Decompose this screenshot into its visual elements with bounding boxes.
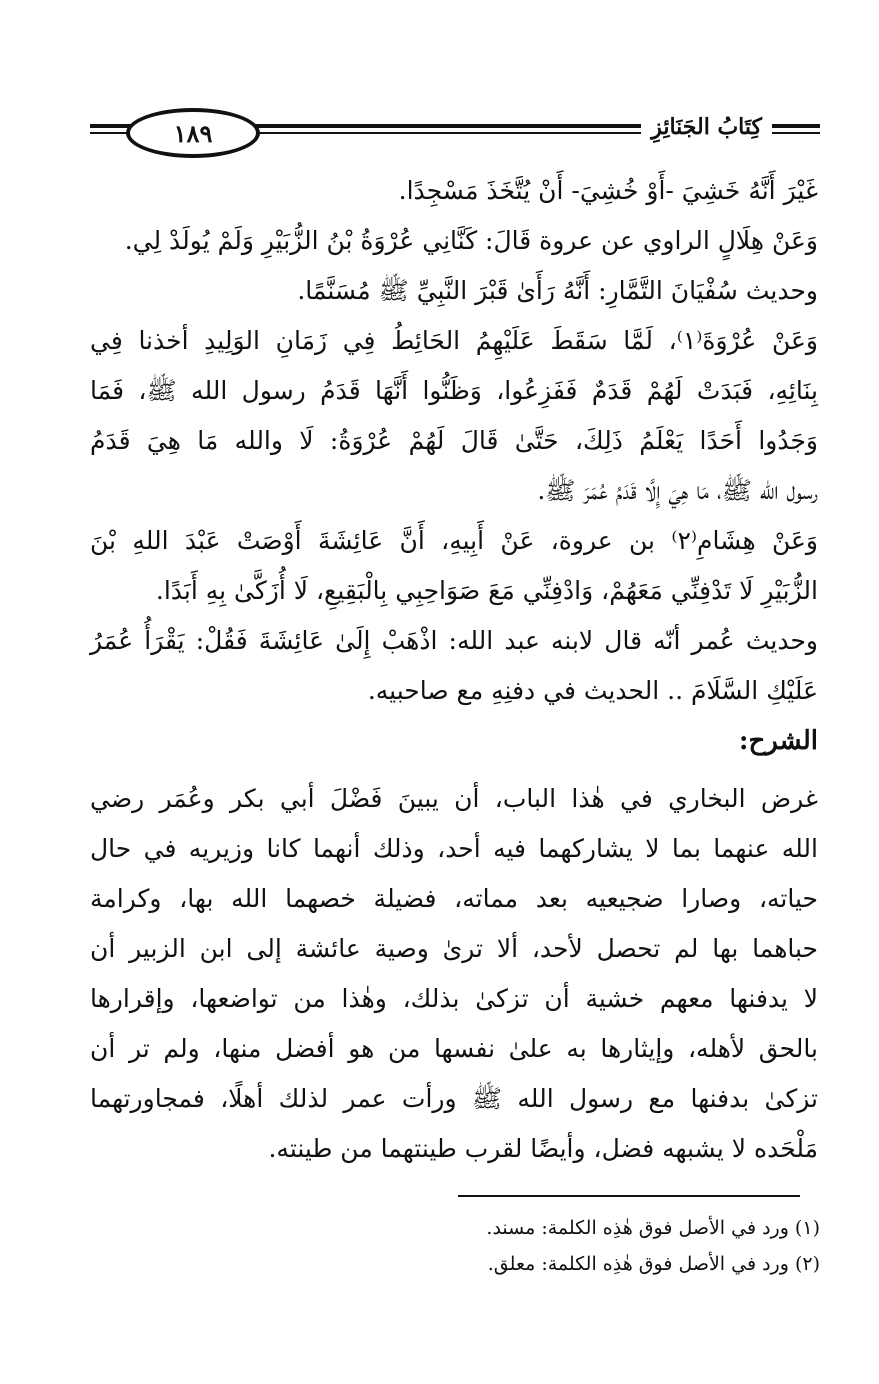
commentary-line: حياته، وصارا ضجيعيه بعد مماته، فضيلة خصهما الله بها، وكرامة <box>90 884 818 913</box>
text-line: عَلَيْكِ السَّلَامَ .. الحديث في دفنِهِ مع صاحبيه. <box>367 676 818 705</box>
commentary-line: تزكىٰ بدفنها مع رسول الله ﷺ ورأت عمر لذلك أهلًا، فمجاورتهما <box>90 1084 818 1113</box>
commentary-line: مَلْحَده لا يشبهه فضل، وأيضًا لقرب طينتهما من طينته. <box>268 1134 818 1163</box>
chapter-title: كِتَابُ الجَنَائِزِ <box>641 114 772 140</box>
text-line: وحديث سُفْيَانَ التَّمَّارِ: أَنَّهُ رَأَىٰ قَبْرَ النَّبِيِّ ﷺ مُسَنَّمًا. <box>297 276 818 305</box>
section-heading: الشرح: <box>738 726 818 756</box>
hadith-text <box>90 166 818 1174</box>
commentary-line: لا يدفنها معهم خشية أن تزكىٰ بذلك، وهٰذا من تواضعها، وإقرارها <box>90 984 818 1013</box>
footnotes <box>90 1210 820 1282</box>
footnote: (٢) ورد في الأصل فوق هٰذِه الكلمة: معلق. <box>487 1253 820 1275</box>
text-line: وَعَنْ عُرْوَةَ⁽١⁾، لَمَّا سَقَطَ عَلَيْهِمُ الحَائِطُ فِي زَمَانِ الوَلِيدِ أخذنا فِي <box>90 326 818 355</box>
text-line: الزُّبَيْرِ لَا تَدْفِنِّي مَعَهُمْ، وَادْفِنِّي مَعَ صَوَاحِبِي بِالْبَقِيعِ، لَا أُزَكَّىٰ بِهِ أَبَدًا. <box>155 576 818 605</box>
footnote: (١) ورد في الأصل فوق هٰذِه الكلمة: مسند. <box>486 1217 820 1239</box>
text-line: وحديث عُمر أنّه قال لابنه عبد الله: اذْهَبْ إِلَىٰ عَائِشَةَ فَقُلْ: يَقْرَأُ عُمَرُ <box>90 626 818 655</box>
text-line: بِنَائِهِ، فَبَدَتْ لَهُمْ قَدَمٌ فَفَزِعُوا، وَظَنُّوا أَنَّهَا قَدَمُ رسول الله ﷺ، فَمَا <box>90 376 818 405</box>
commentary-line: حباهما بها لم تحصل لأحد، ألا ترىٰ وصية عائشة إلى ابن الزبير أن <box>90 934 818 963</box>
text-line: وَعَنْ هِشَامِ⁽٢⁾ بن عروة، عَنْ أَبِيهِ، أَنَّ عَائِشَةَ أَوْصَتْ عَبْدَ اللهِ بْنَ <box>90 526 818 555</box>
footnote-separator <box>458 1195 800 1197</box>
page-header <box>90 108 820 154</box>
text-line: وَجَدُوا أَحَدًا يَعْلَمُ ذَلِكَ، حَتَّىٰ قَالَ لَهُمْ عُرْوَةُ: لَا والله مَا هِيَ قَدَمُ <box>90 426 818 455</box>
commentary-line: بالحق لأهله، وإيثارها به علىٰ نفسها من هو أفضل منها، ولم تر أن <box>90 1034 818 1063</box>
text-line: غَيْرَ أَنَّهُ خَشِيَ -أَوْ خُشِيَ- أَنْ يُتَّخَذَ مَسْجِدًا. <box>398 176 818 205</box>
text-line: وَعَنْ هِلَالٍ الراوي عن عروة قَالَ: كَنَّانِي عُرْوَةُ بْنُ الزُّبَيْرِ وَلَمْ يُولَدْ لِي. <box>124 226 818 255</box>
commentary-line: الله عنهما بما لا يشاركهما فيه أحد، وذلك أنهما كانا وزيريه في حال <box>90 834 818 863</box>
text-line: رسول الله ﷺ، مَا هِيَ إِلَّا قَدَمُ عُمَرَ ﷺ. <box>537 476 818 505</box>
commentary-line: غرض البخاري في هٰذا الباب، أن يبينَ فَضْلَ أبي بكر وعُمَر رضي <box>90 784 818 813</box>
page-number: ١٨٩ <box>126 108 260 158</box>
